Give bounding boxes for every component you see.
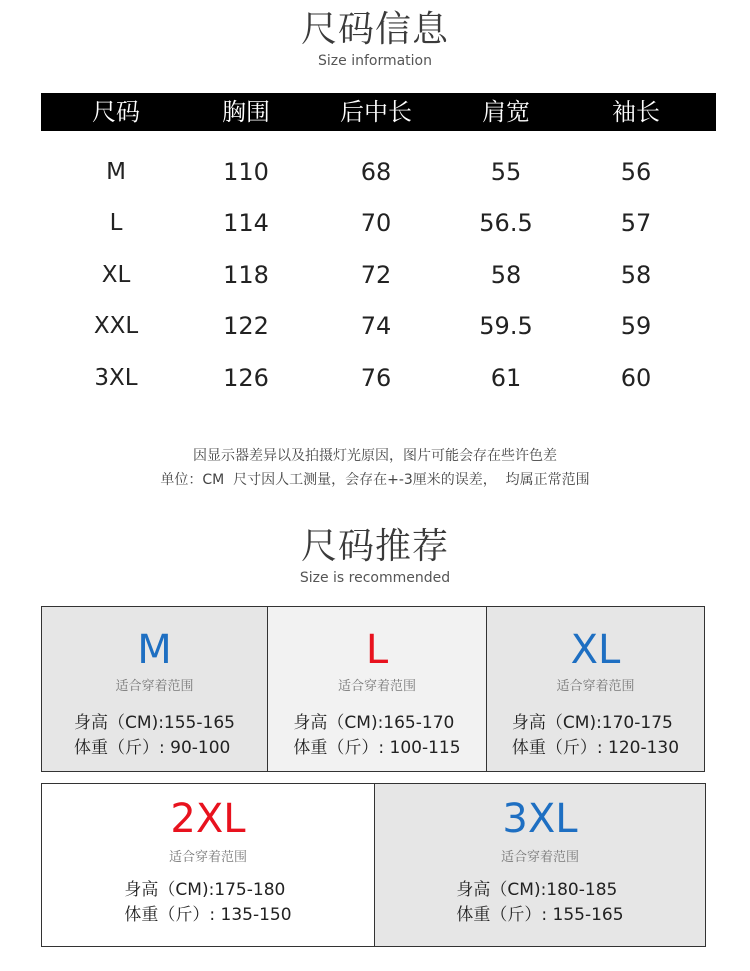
cell-size: XL [101, 261, 131, 288]
card-specs [293, 711, 460, 761]
card-weight: 体重（斤）: 100-115 [293, 738, 461, 758]
card-range-caption: 适合穿着范围 [337, 679, 416, 694]
cell-size: L [109, 210, 123, 237]
table-row [41, 301, 716, 353]
cell-back-length: 76 [360, 363, 392, 392]
unit-note: 单位：CM 尺寸因人工测量，会存在+-3厘米的误差， 均属正常范围 [160, 472, 590, 488]
card-range-caption: 适合穿着范围 [168, 850, 247, 865]
size-recommend-title: 尺码推荐 [300, 526, 449, 567]
cell-shoulder: 58 [490, 260, 522, 289]
cell-chest: 122 [223, 312, 269, 341]
cell-back-length: 70 [360, 209, 392, 238]
measurement-notes [0, 444, 750, 492]
card-range-caption: 适合穿着范围 [115, 679, 194, 694]
cell-chest: 110 [223, 157, 269, 186]
size-recommend-heading [0, 525, 750, 587]
size-card-xl [486, 606, 705, 772]
table-row [41, 198, 716, 250]
table-row [41, 146, 716, 198]
size-card-m [41, 606, 268, 772]
cell-back-length: 72 [360, 260, 392, 289]
cell-back-length: 68 [360, 157, 392, 186]
color-note: 因显示器差异以及拍摄灯光原因，图片可能会存在些许色差 [193, 448, 557, 464]
card-specs [124, 878, 291, 928]
card-specs [74, 711, 235, 761]
size-card-l [267, 606, 487, 772]
card-weight: 体重（斤）: 120-130 [511, 738, 680, 758]
size-info-title: 尺码信息 [300, 9, 449, 50]
table-row [41, 249, 716, 301]
card-height: 身高（CM):170-175 [511, 713, 673, 733]
cell-chest: 126 [223, 363, 269, 392]
card-specs [456, 878, 623, 928]
cell-size: XXL [93, 313, 139, 340]
size-info-heading [0, 8, 750, 70]
cell-shoulder: 56.5 [479, 209, 533, 238]
card-weight: 体重（斤）: 155-165 [456, 905, 624, 925]
cell-sleeve: 60 [620, 363, 652, 392]
card-size-label: L [365, 627, 389, 673]
cell-chest: 114 [223, 209, 269, 238]
card-weight: 体重（斤）: 90-100 [74, 738, 231, 758]
cell-shoulder: 61 [490, 363, 522, 392]
cell-shoulder: 59.5 [479, 312, 533, 341]
card-range-caption: 适合穿着范围 [556, 679, 635, 694]
size-card-2xl [41, 783, 375, 947]
card-range-caption: 适合穿着范围 [500, 850, 579, 865]
card-height: 身高（CM):165-170 [293, 713, 455, 733]
card-size-label: 3XL [502, 796, 578, 842]
size-info-subtitle: Size information [318, 53, 432, 69]
card-size-label: M [137, 627, 172, 673]
card-weight: 体重（斤）: 135-150 [124, 905, 292, 925]
cell-sleeve: 58 [620, 260, 652, 289]
cell-shoulder: 55 [490, 157, 522, 186]
cell-size: 3XL [94, 364, 138, 391]
size-table-header [41, 93, 716, 131]
header-back-length: 后中长 [340, 98, 412, 126]
card-specs [512, 711, 679, 761]
size-table-body [41, 146, 716, 404]
card-height: 身高（CM):175-180 [124, 880, 286, 900]
card-size-label: 2XL [170, 796, 246, 842]
cell-back-length: 74 [360, 312, 392, 341]
cell-sleeve: 57 [620, 209, 652, 238]
card-height: 身高（CM):180-185 [456, 880, 618, 900]
cell-chest: 118 [223, 260, 269, 289]
cell-sleeve: 59 [620, 312, 652, 341]
card-size-label: XL [570, 627, 621, 673]
header-shoulder: 肩宽 [482, 98, 530, 126]
header-size: 尺码 [92, 98, 140, 126]
header-chest: 胸围 [222, 98, 270, 126]
table-row [41, 352, 716, 404]
size-recommend-subtitle: Size is recommended [299, 570, 451, 586]
cell-size: M [106, 158, 126, 185]
size-card-3xl [374, 783, 706, 947]
card-height: 身高（CM):155-165 [74, 713, 235, 733]
cell-sleeve: 56 [620, 157, 652, 186]
header-sleeve: 袖长 [612, 98, 660, 126]
